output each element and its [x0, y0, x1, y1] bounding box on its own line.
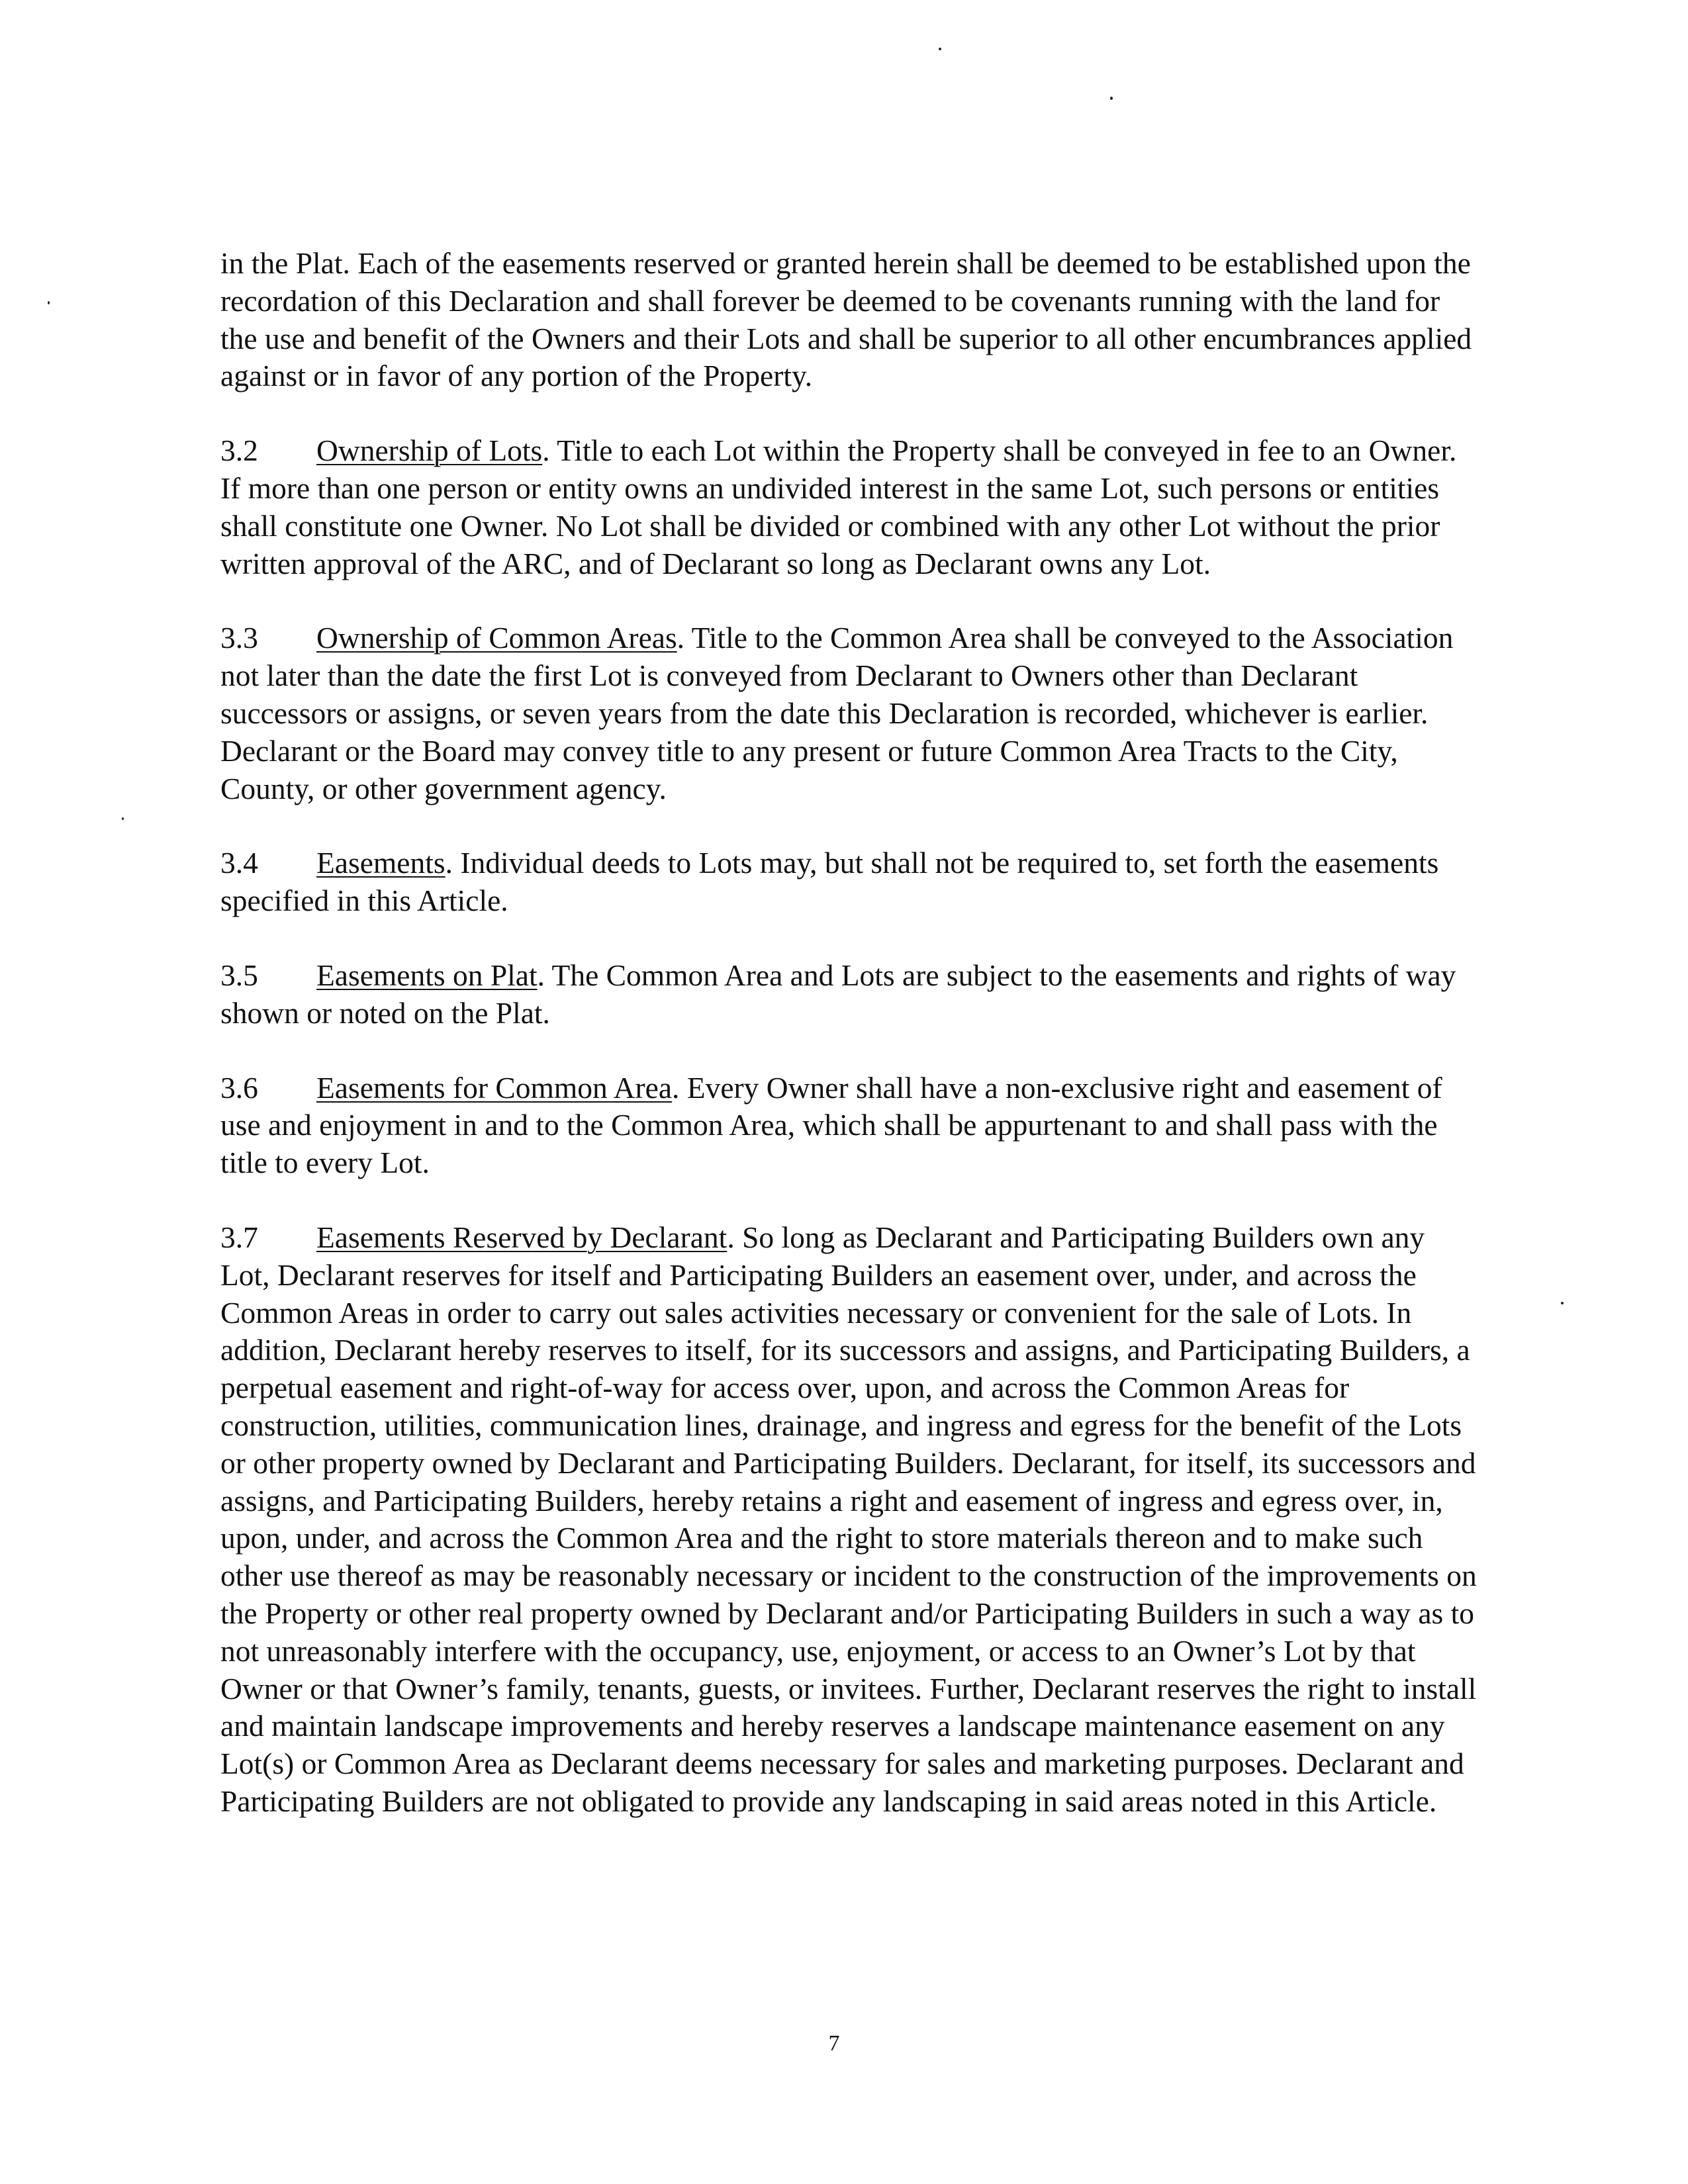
section-number: 3.4	[220, 846, 258, 880]
section-body: . Every Owner shall have a non-exclusive right and easement of use and enjoyment in and to the Common Area, which shall be appurtenant to and shall pass with the title to every Lot.	[220, 1070, 1442, 1180]
section-heading: Ownership of Common Areas	[316, 621, 677, 655]
section-3-5	[220, 957, 1478, 1032]
section-body: . Title to the Common Area shall be conveyed to the Association not later than the date the first Lot is conveyed from Declarant to Owners other than Declarant successors or assigns, or seven years from the date this Declaration is recorded, whichever is earlier. Declarant or the Board may convey title to any present or future Common Area Tracts to the City, County, or other government agency.	[220, 621, 1454, 805]
section-body: . Individual deeds to Lots may, but shall not be required to, set forth the easements specified in this Article.	[220, 846, 1439, 918]
intro-paragraph: in the Plat. Each of the easements reserved or granted herein shall be deemed to be established upon the recordation of this Declaration and shall forever be deemed to be covenants running with the land for the use and benefit of the Owners and their Lots and shall be superior to all other encumbrances applied against or in favor of any portion of the Property.	[220, 246, 1472, 393]
page-number: 7	[828, 2031, 840, 2056]
section-number: 3.7	[220, 1220, 258, 1254]
section-number: 3.2	[220, 433, 258, 468]
section-3-3	[220, 619, 1478, 807]
scan-speck	[1110, 97, 1113, 100]
section-heading: Easements for Common Area	[316, 1070, 673, 1105]
section-body: . Title to each Lot within the Property shall be conveyed in fee to an Owner. If more than one person or entity owns an undivided interest in the same Lot, such persons or entities shall constitute one Owner. No Lot shall be divided or combined with any other Lot without the prior written approval of the ARC, and of Declarant so long as Declarant owns any Lot.	[220, 433, 1457, 580]
section-3-4	[220, 844, 1478, 920]
scan-speck	[122, 817, 124, 820]
section-3-7	[220, 1219, 1478, 1821]
section-number: 3.5	[220, 958, 258, 992]
section-heading: Ownership of Lots	[316, 433, 543, 468]
scan-speck	[1561, 1302, 1564, 1304]
document-body	[220, 245, 1478, 1858]
section-number: 3.6	[220, 1070, 258, 1105]
section-number: 3.3	[220, 621, 258, 655]
section-body: . The Common Area and Lots are subject to the easements and rights of way shown or noted on the Plat.	[220, 958, 1456, 1030]
section-body: . So long as Declarant and Participating Builders own any Lot, Declarant reserves for itself and Participating Builders an easement over, under, and across the Common Areas in order to carry out sales activities necessary or convenient for the sale of Lots. In addition, Declarant hereby reserves to itself, for its successors and assigns, and Participating Builders, a perpetual easement and right-of-way for access over, upon, and across the Common Areas for construction, utilities, communication lines, drainage, and ingress and egress for the benefit of the Lots or other property owned by Declarant and Participating Builders. Declarant, for itself, its successors and assigns, and Participating Builders, hereby retains a right and easement of ingress and egress over, in, upon, under, and across the Common Area and the right to store materials thereon and to make such other use thereof as may be reasonably necessary or incident to the construction of the improvements on the Property or other real property owned by Declarant and/or Participating Builders in such a way as to not unreasonably interfere with the occupancy, use, enjoyment, or access to an Owner’s Lot by that Owner or that Owner’s family, tenants, guests, or invitees. Further, Declarant reserves the right to install and maintain landscape improvements and hereby reserves a landscape maintenance easement on any Lot(s) or Common Area as Declarant deems necessary for sales and marketing purposes. Declarant and Participating Builders are not obligated to provide any landscaping in said areas noted in this Article.	[220, 1220, 1477, 1818]
section-heading: Easements	[316, 846, 445, 880]
section-heading: Easements Reserved by Declarant	[316, 1220, 727, 1254]
section-heading: Easements on Plat	[316, 958, 538, 992]
scan-speck	[48, 301, 50, 304]
scan-speck	[939, 48, 941, 50]
section-3-2	[220, 432, 1478, 582]
section-3-6	[220, 1069, 1478, 1182]
